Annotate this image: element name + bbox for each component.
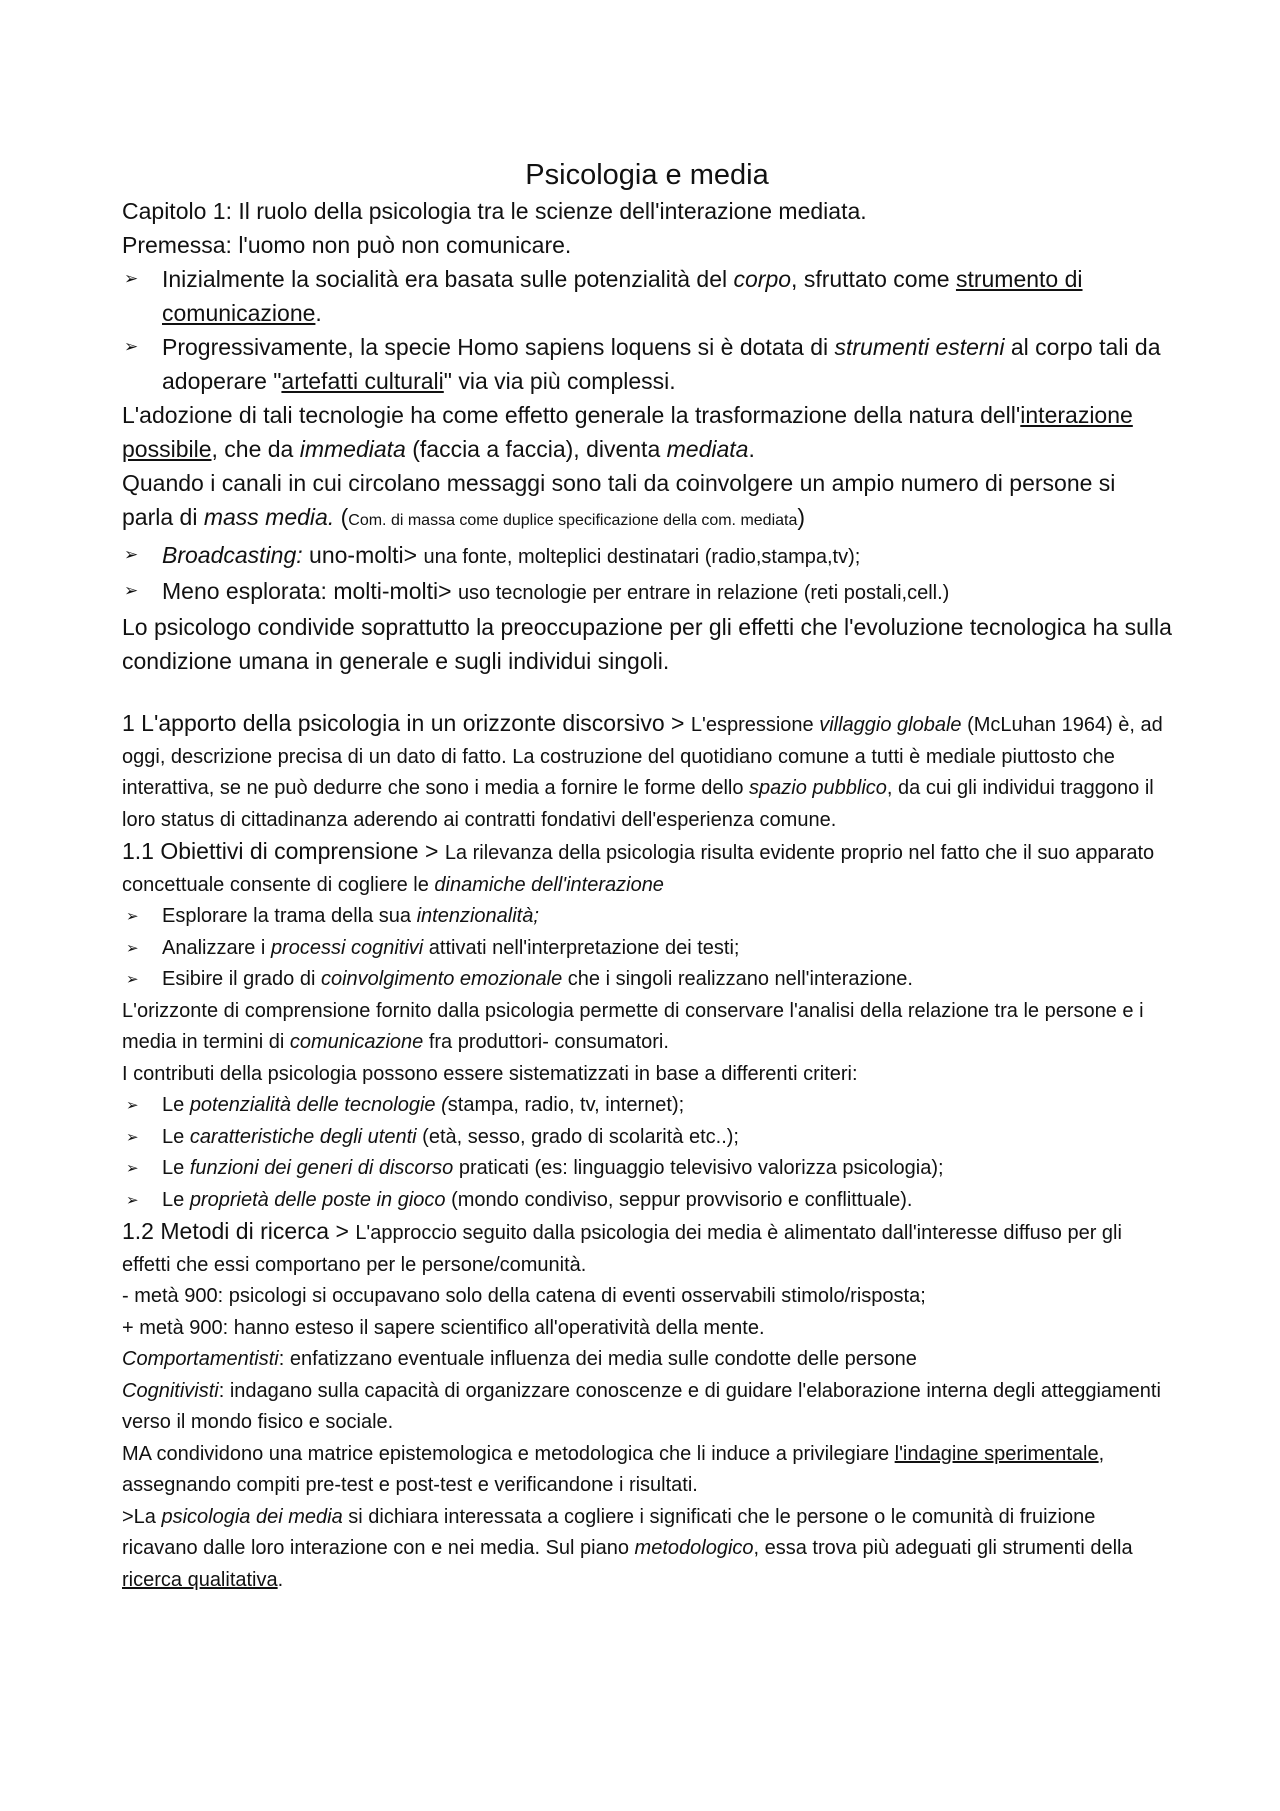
paragraph: I contributi della psicologia possono essere sistematizzati in base a differenti criteri: <box>122 1062 858 1085</box>
arrowhead-bullet-icon: ➢ <box>126 971 139 988</box>
bullet-item: ➢ Broadcasting: uno-molti> una fonte, molteplici destinatari (radio,stampa,tv); <box>122 538 1172 574</box>
bullet-item: ➢ Le potenzialità delle tecnologie (stampa, radio, tv, internet); <box>122 1090 1172 1122</box>
arrowhead-bullet-icon: ➢ <box>126 1191 139 1209</box>
arrowhead-bullet-icon: ➢ <box>126 1160 139 1177</box>
bullet-item: ➢ Esibire il grado di coinvolgimento emozionale che i singoli realizzano nell'interazione. <box>122 964 1172 996</box>
arrowhead-bullet-icon: ➢ <box>124 545 139 564</box>
arrowhead-bullet-icon: ➢ <box>126 908 139 925</box>
premise: Premessa: l'uomo non può non comunicare. <box>122 232 572 258</box>
arrowhead-bullet-icon: ➢ <box>126 939 139 957</box>
bullet-item: ➢ Le proprietà delle poste in gioco (mondo condiviso, seppur provvisorio e conflittuale). <box>122 1185 1172 1217</box>
blank-line <box>122 678 1172 708</box>
arrowhead-bullet-icon: ➢ <box>124 269 139 288</box>
paragraph: + metà 900: hanno esteso il sapere scientifico all'operatività della mente. <box>122 1316 765 1339</box>
bullet-item: ➢ Meno esplorata: molti-molti> uso tecnologie per entrare in relazione (reti postali,cell.) <box>122 574 1172 610</box>
paragraph: >La psicologia dei media si dichiara interessata a cogliere i significati che le persone o le comunità di fruizione ricavano dalle loro interazione con e nei media. Sul piano metodologico, essa trova più adeguati gli strumenti della ricerca qualitativa. <box>122 1505 1133 1591</box>
section-1-1: 1.1 Obiettivi di comprensione > La rilevanza della psicologia risulta evidente proprio nel fatto che il suo apparato concettuale consente di cogliere le dinamiche dell'interazione <box>122 838 1155 896</box>
document-body <box>122 156 1172 1596</box>
bullet-item: ➢ Le funzioni dei generi di discorso praticati (es: linguaggio televisivo valorizza psicologia); <box>122 1153 1172 1185</box>
section-1: 1 L'apporto della psicologia in un orizzonte discorsivo > L'espressione villaggio globale (McLuhan 1964) è, ad oggi, descrizione precisa di un dato di fatto. La costruzione del quotidiano comune a tutti è mediale piuttosto che interattiva, se ne può dedurre che sono i media a fornire le forme dello spazio pubblico, da cui gli individui traggono il loro status di cittadinanza aderendo ai contratti fondativi dell'esperienza comune. <box>122 710 1163 831</box>
bullet-item: ➢ Inizialmente la socialità era basata sulle potenzialità del corpo, sfruttato come strumento di comunicazione. <box>122 262 1172 330</box>
bullet-item: ➢ Le caratteristiche degli utenti (età, sesso, grado di scolarità etc..); <box>122 1122 1172 1154</box>
paragraph: MA condividono una matrice epistemologica e metodologica che li induce a privilegiare l'indagine sperimentale, assegnando compiti pre-test e post-test e verificandone i risultati. <box>122 1442 1105 1496</box>
paragraph: Lo psicologo condivide soprattutto la preoccupazione per gli effetti che l'evoluzione tecnologica ha sulla condizione umana in generale e sugli individui singoli. <box>122 614 1172 674</box>
paragraph: L'adozione di tali tecnologie ha come effetto generale la trasformazione della natura dell'interazione possibile, che da immediata (faccia a faccia), diventa mediata. <box>122 402 1133 462</box>
arrowhead-bullet-icon: ➢ <box>126 1097 139 1114</box>
page-title: Psicologia e media <box>525 159 769 191</box>
arrowhead-bullet-icon: ➢ <box>124 581 139 600</box>
section-1-2: 1.2 Metodi di ricerca > L'approccio seguito dalla psicologia dei media è alimentato dall'interesse diffuso per gli effetti che essi comportano per le persone/comunità. <box>122 1218 1122 1276</box>
paragraph: - metà 900: psicologi si occupavano solo della catena di eventi osservabili stimolo/risposta; <box>122 1285 926 1307</box>
paragraph: Cognitivisti: indagano sulla capacità di organizzare conoscenze e di guidare l'elaborazione interna degli atteggiamenti verso il mondo fisico e sociale. <box>122 1379 1161 1433</box>
chapter-heading: Capitolo 1: Il ruolo della psicologia tra le scienze dell'interazione mediata. <box>122 198 867 224</box>
paragraph: L'orizzonte di comprensione fornito dalla psicologia permette di conservare l'analisi della relazione tra le persone e i media in termini di comunicazione fra produttori- consumatori. <box>122 999 1144 1053</box>
bullet-item: ➢ Progressivamente, la specie Homo sapiens loquens si è dotata di strumenti esterni al corpo tali da adoperare "artefatti culturali" via via più complessi. <box>122 330 1172 398</box>
bullet-item: ➢ Esplorare la trama della sua intenzionalità; <box>122 901 1172 933</box>
paragraph: Quando i canali in cui circolano messaggi sono tali da coinvolgere un ampio numero di persone si parla di mass media. (Com. di massa come duplice specificazione della com. mediata) <box>122 470 1116 530</box>
arrowhead-bullet-icon: ➢ <box>124 337 139 356</box>
paragraph: Comportamentisti: enfatizzano eventuale influenza dei media sulle condotte delle persone <box>122 1348 917 1370</box>
arrowhead-bullet-icon: ➢ <box>126 1128 139 1146</box>
bullet-item: ➢ Analizzare i processi cognitivi attivati nell'interpretazione dei testi; <box>122 933 1172 965</box>
